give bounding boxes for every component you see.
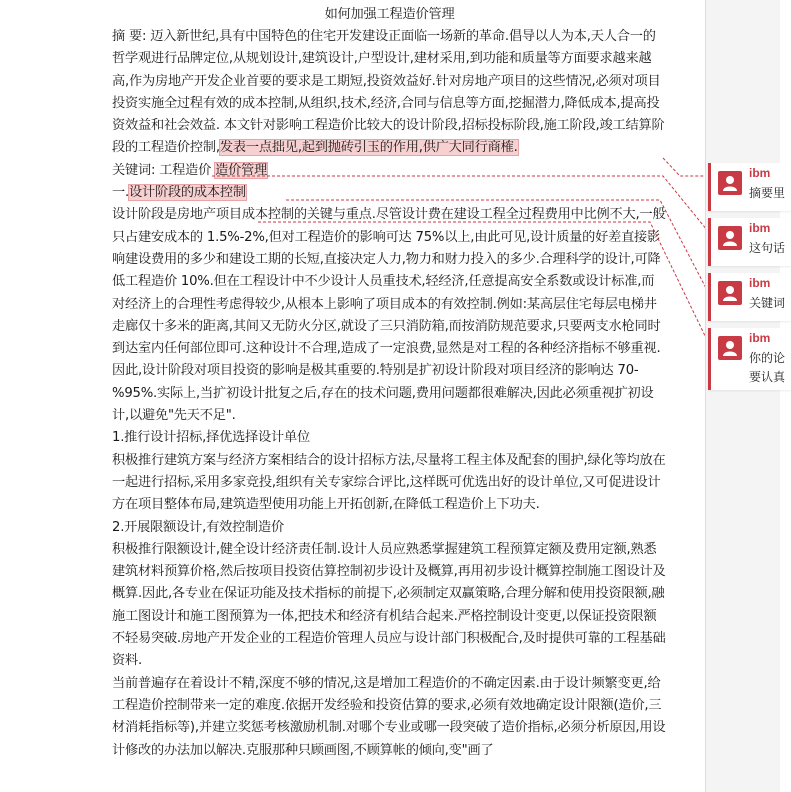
comment-text-line-2: 要认真	[749, 370, 786, 384]
comment-text: 关键词	[749, 296, 786, 310]
document-page	[112, 0, 667, 762]
user-avatar-icon	[718, 171, 742, 195]
abstract-text: 摘 要: 迈入新世纪,具有中国特色的住宅开发建设正面临一场新的革命.倡导以人为本,天人合一的哲学观进行品牌定位,从规划设计,建筑设计,户型设计,建材采用,到功能和质量等方面要求越来越高,作为房地产开发企业首要的要求是工期短,投资效益好.针对房地产项目的这些情况,必须对项目投资实施全过程有效的成本控制,从组织,技术,经济,合同与信息等方面,挖掘潜力,降低成本,提高投资效益和社会效益. 本文针对影响工程造价比较大的设计阶段,招标投标阶段,施工阶段,竣工结算阶段的工程造价控制,	[112, 29, 665, 156]
comment-card-3[interactable]	[708, 273, 791, 321]
body-paragraph-2: 积极推行建筑方案与经济方案相结合的设计招标方法,尽量将工程主体及配套的围护,绿化等均放在一起进行招标,采用多家竞投,组织有关专家综合评比,这样既可优选出好的设计单位,又可促进设计方在项目整体布局,建筑造型使用功能上开拓创新,在降低工程造价上下功夫.	[112, 452, 666, 513]
comment-author: ibm	[749, 221, 771, 235]
comment-highlight-4[interactable]: 设计阶段的成本控制	[128, 185, 246, 201]
user-avatar-icon	[718, 281, 742, 305]
comment-highlight-3[interactable]: 造价管理	[215, 162, 268, 178]
comment-author: ibm	[749, 331, 771, 345]
comment-author: ibm	[749, 276, 771, 290]
body-paragraph-1: 设计阶段是房地产项目成本控制的关键与重点.尽管设计费在建设工程全过程费用中比例不大,一般只占建安成本的 1.5%-2%,但对工程造价的影响可达 75%以上,由此可见,设计质量的好差直接影响建设费用的多少和建设工期的长短,直接决定人力,物力和财力投入的多少.合理科学的设计,可降低工程造价 10%.但在工程设计中不少设计人员重技术,轻经济,任意提高安全系数或设计标准,而对经济上的合理性考虑得较少,从根本上影响了项目成本的有效控制.例如:某高层住宅每层电梯井走廊仅十多米的距离,其间又无防火分区,就设了三只消防箱,而按消防规范要求,只要两支水枪同时到达室内任何部位即可.这种设计不合理,造成了一定浪费,显然是对工程的各种经济指标不够重视.因此,设计阶段对项目投资的影响是极其重要的.特别是扩初设计阶段对项目经济的影响达 70-%95%.实际上,当扩初设计批复之后,存在的技术问题,费用问题都很难解决,因此必须重视扩初设计,以避免"先天不足".	[112, 207, 666, 424]
comment-highlight-1[interactable]: 发表一点拙见,起到抛砖引玉的作用,供广大同行商榷.	[219, 140, 518, 156]
keywords-line	[112, 160, 667, 182]
document-title: 如何加强工程造价管理	[324, 7, 455, 22]
comment-text: 摘要里	[749, 186, 786, 200]
section-prefix: 一.	[112, 185, 129, 201]
user-avatar-icon	[718, 226, 742, 250]
body-paragraph-3: 积极推行限额设计,健全设计经济责任制.设计人员应熟悉掌握建筑工程预算定额及费用定额,熟悉建筑材料预算价格,然后按项目投资估算控制初步设计及概算,再用初步设计概算控制施工图设计及概算.因此,各专业在保证功能及技术指标的前提下,必须制定双赢策略,合理分解和使用投资限额,融施工图设计和施工图预算为一体,把技术和经济有机结合起来.严格控制设计变更,以保证投资限额不轻易突破.房地产开发企业的工程造价管理人员应与设计部门积极配合,及时提供可靠的工程基础资料.	[112, 541, 666, 669]
subheading-1: 1.推行设计招标,择优选择设计单位	[112, 430, 310, 446]
comments-pane	[705, 0, 786, 792]
user-avatar-icon	[718, 336, 742, 360]
subheading-2: 2.开展限额设计,有效控制造价	[112, 519, 285, 535]
comment-text: 这句话	[749, 241, 786, 255]
comment-text	[749, 349, 785, 387]
abstract-paragraph	[112, 26, 667, 160]
comment-card-1[interactable]	[708, 163, 791, 211]
comment-card-4[interactable]	[708, 328, 791, 390]
section-heading-1	[112, 182, 667, 204]
comment-author: ibm	[749, 166, 771, 180]
body-paragraph-4: 当前普遍存在着设计不精,深度不够的情况,这是增加工程造价的不确定因素.由于设计频繁变更,给工程造价控制带来一定的难度.依据开发经验和投资估算的要求,必须有效地确定设计限额(造价,三材消耗指标等),并建立奖惩考核激励机制.对哪个专业或哪一段突破了造价指标,必须分析原因,用设计修改的办法加以解决.克服那种只顾画图,不顾算帐的倾向,变"画了	[112, 675, 666, 758]
comment-card-2[interactable]	[708, 218, 791, 266]
comment-text-line-1: 你的论	[749, 351, 786, 365]
keywords-label: 关键词: 工程造价	[112, 162, 216, 178]
